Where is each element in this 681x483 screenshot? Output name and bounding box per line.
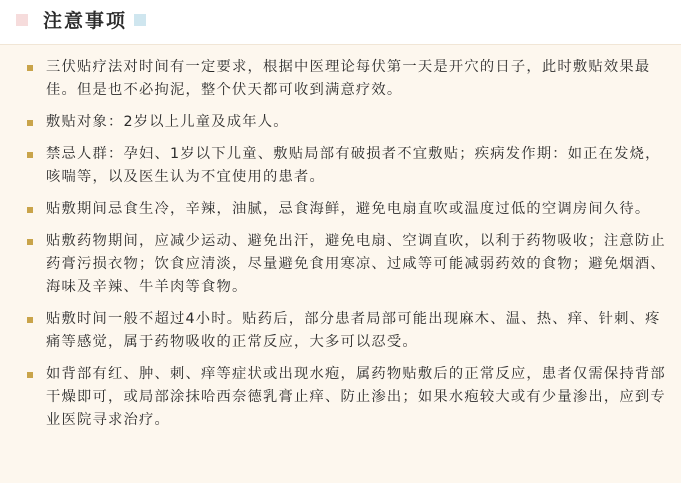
list-item (0, 143, 681, 189)
list-item (0, 230, 681, 299)
list-item (0, 363, 681, 432)
list-item-text: 贴敷药物期间，应减少运动、避免出汗，避免电扇、空调直吹，以利于药物吸收；注意防止药膏污损衣物；饮食应清淡，尽量避免食用寒凉、过咸等可能减弱药效的食物；避免烟酒、海味及辛辣、牛羊肉等食物。 (46, 233, 666, 295)
list-item (0, 198, 681, 221)
list-item (0, 111, 681, 134)
list-item (0, 56, 681, 102)
bullet-square-icon (27, 152, 33, 158)
bullet-square-icon (27, 120, 33, 126)
list-item-text: 敷贴对象：2岁以上儿童及成年人。 (46, 114, 289, 130)
section-title: 注意事项 (43, 10, 128, 32)
bullet-square-icon (27, 65, 33, 71)
bullet-square-icon (27, 317, 33, 323)
list-item-text: 贴敷期间忌食生冷，辛辣，油腻，忌食海鲜，避免电扇直吹或温度过低的空调房间久待。 (46, 201, 651, 217)
bullet-square-icon (27, 207, 33, 213)
header-decoration-square-left (16, 14, 28, 26)
notice-list (0, 56, 681, 441)
list-item (0, 308, 681, 354)
list-item-text: 如背部有红、肿、刺、痒等症状或出现水疱，属药物贴敷后的正常反应，患者仅需保持背部干燥即可，或局部涂抹哈西奈德乳膏止痒、防止渗出；如果水疱较大或有少量渗出，应到专业医院寻求治疗。 (46, 366, 666, 428)
list-item-text: 禁忌人群：孕妇、1岁以下儿童、敷贴局部有破损者不宜敷贴；疾病发作期：如正在发烧，咳喘等，以及医生认为不宜使用的患者。 (46, 146, 661, 185)
list-item-text: 三伏贴疗法对时间有一定要求，根据中医理论每伏第一天是开穴的日子，此时敷贴效果最佳。但是也不必拘泥，整个伏天都可收到满意疗效。 (46, 59, 651, 98)
bullet-square-icon (27, 239, 33, 245)
header-divider (0, 44, 681, 45)
section-header (0, 0, 681, 44)
list-item-text: 贴敷时间一般不超过4小时。贴药后，部分患者局部可能出现麻木、温、热、痒、针刺、疼痛等感觉，属于药物吸收的正常反应，大多可以忍受。 (46, 311, 661, 350)
header-decoration-square-right (134, 14, 146, 26)
bullet-square-icon (27, 372, 33, 378)
